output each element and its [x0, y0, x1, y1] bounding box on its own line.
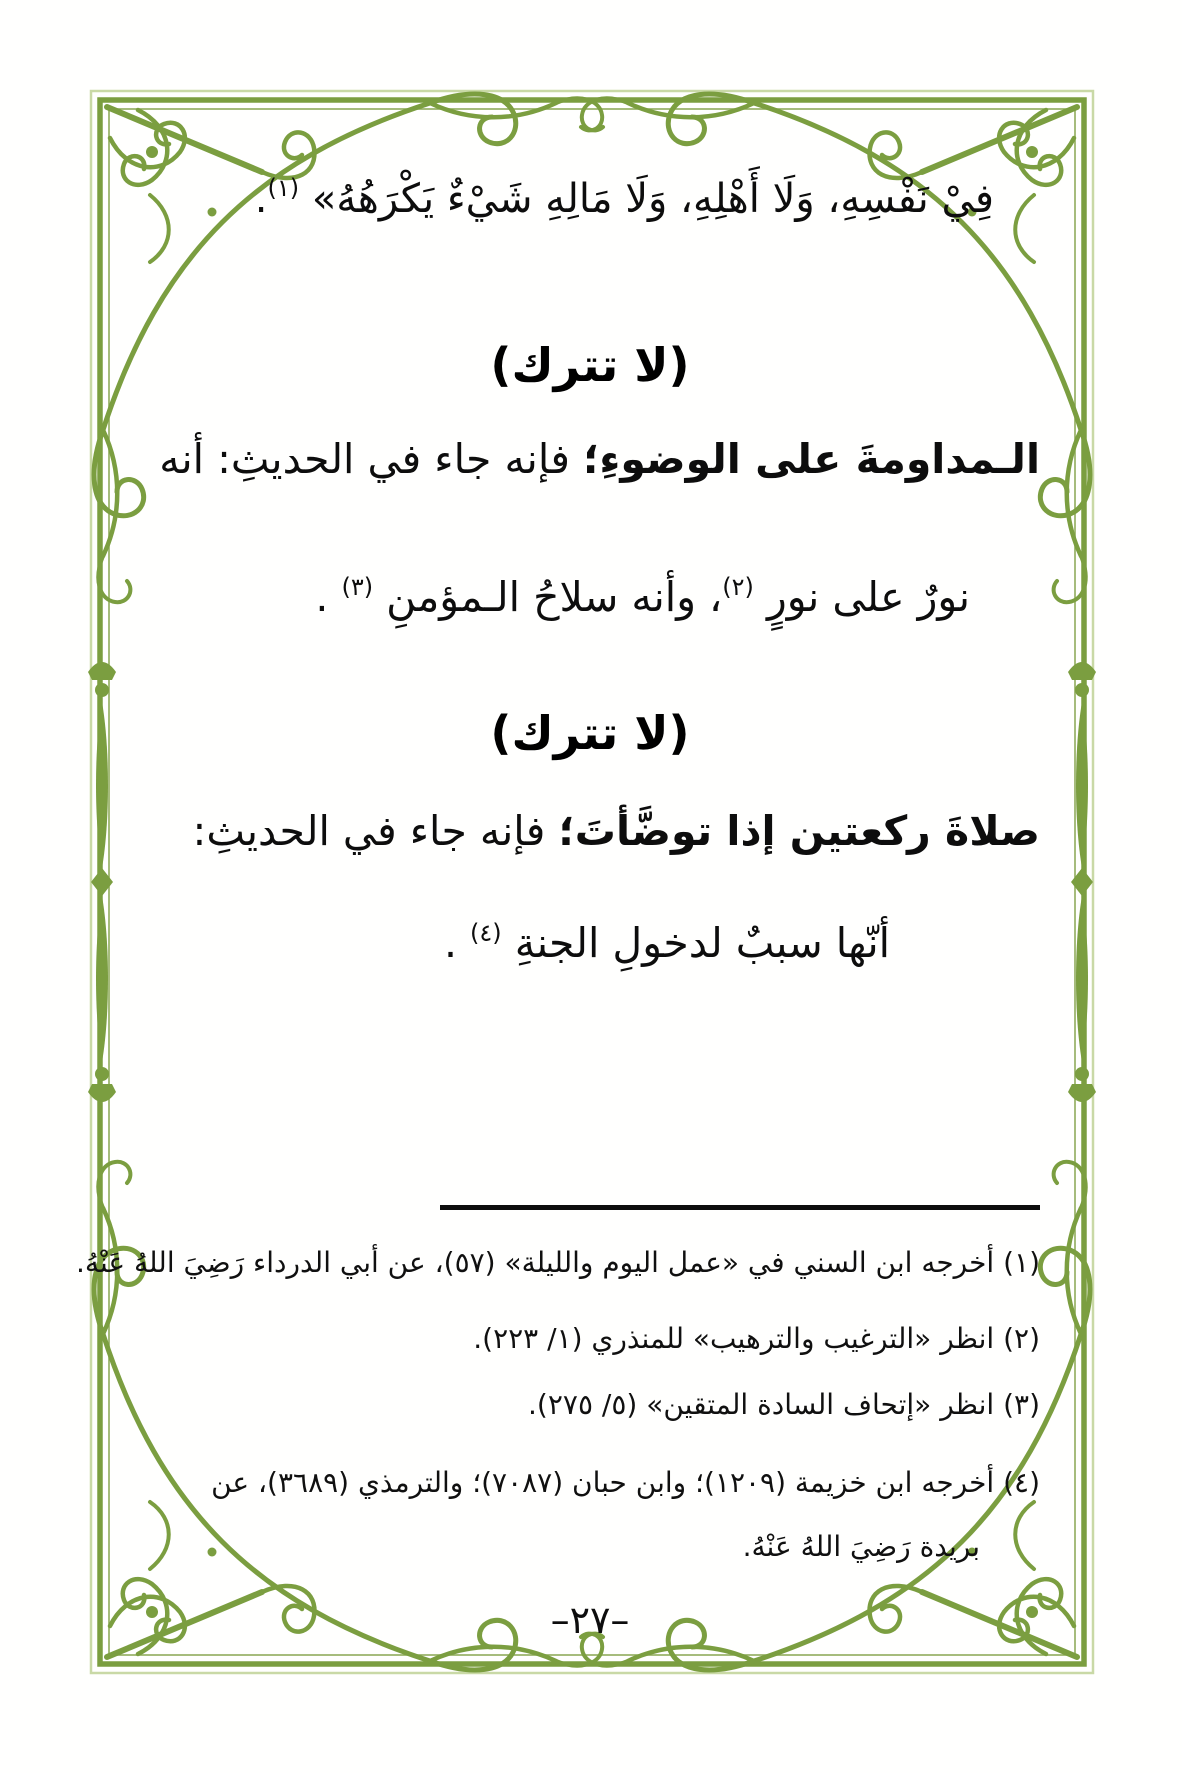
hadith-text: فِيْ نَفْسِهِ، وَلَا أَهْلِهِ، وَلَا مَالِهِ شَيْءٌ يَكْرَهُهُ» [311, 176, 994, 222]
section1-line2-seg2: ، وأنه سلاحُ الـمؤمنِ [373, 573, 723, 621]
section1-line2-seg1: نورٌ على نورٍ [753, 573, 970, 621]
section2-lead-bold: صلاةَ ركعتين إذا توضَّأتَ؛ [558, 807, 1040, 855]
section1-heading: (لا تترك) [490, 338, 690, 392]
footnote-marker-3: (٣) [341, 572, 374, 601]
section1-line2-period: . [315, 573, 342, 621]
footnote-marker-4: (٤) [470, 918, 502, 947]
section2-line1-rest: فإنه جاء في الحديثِ: [192, 807, 559, 855]
section2-heading: (لا تترك) [490, 706, 690, 760]
footnote-marker-1: (١) [267, 173, 300, 202]
footnote-3: (٣) انظر «إتحاف السادة المتقين» (٥/ ٢٧٥). [528, 1388, 1040, 1421]
section2-line1 [140, 800, 1040, 864]
footnote-1: (١) أخرجه ابن السني في «عمل اليوم والليلة» (٥٧)، عن أبي الدرداء رَضِيَ اللهُ عَنْهُ. [76, 1246, 1040, 1279]
section1-line1-rest: فإنه جاء في الحديثِ: أنه [159, 435, 583, 483]
footnote-4-line2: بريدة رَضِيَ اللهُ عَنْهُ. [742, 1530, 980, 1563]
page-number: –٢٧– [550, 1598, 630, 1642]
footnote-4-line1: (٤) أخرجه ابن خزيمة (١٢٠٩)؛ وابن حبان (٧٠٨٧)؛ والترمذي (٣٦٨٩)، عن [211, 1466, 1040, 1499]
section2-line2-seg1: أنّها سببٌ لدخولِ الجنةِ [501, 919, 890, 967]
hadith-continuation-line [140, 168, 1040, 230]
section2-line2-period: . [443, 919, 471, 967]
section1-line2 [140, 566, 1040, 630]
footnote-separator-rule [440, 1205, 1040, 1210]
section1-lead-bold: الـمداومةَ على الوضوءِ؛ [582, 435, 1040, 483]
section2-line2 [140, 912, 1040, 976]
footnote-marker-2: (٢) [722, 572, 754, 601]
hadith-period: . [254, 176, 268, 222]
section1-line1 [140, 428, 1040, 492]
footnote-2: (٢) انظر «الترغيب والترهيب» للمنذري (١/ ٢٢٣). [473, 1322, 1040, 1355]
